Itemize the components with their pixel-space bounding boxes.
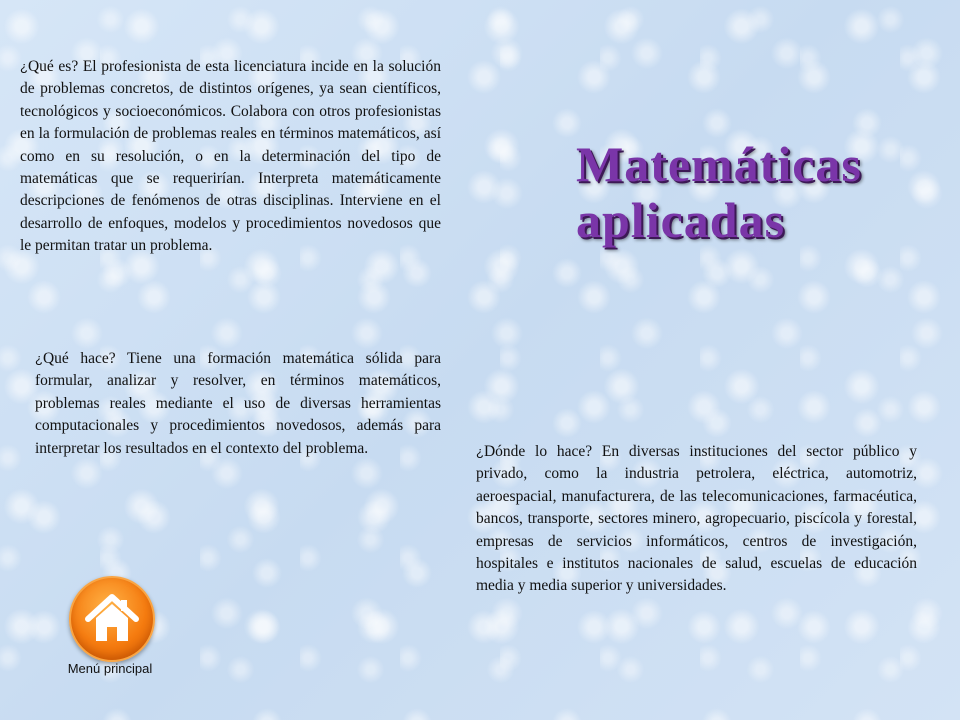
inverted-question-mark: ¿ [476, 444, 484, 459]
title-line-1: Matemáticas [576, 136, 862, 192]
donde-text: Dónde lo hace? En diversas instituciones del sector público y privado, como la industria petrolera, eléctrica, automotriz, aeroespacial, manufacturera, de las telecomunicaciones, farmacéutica, bancos, transporte, sectores minero, agropecuario, piscícola y forestal, empresas de servicios informáticos, centros de investigación, hospitales e institutos nacionales de salud, escuelas de educación media y media superior y universidades. [476, 443, 917, 595]
title-line-2: aplicadas [576, 192, 786, 248]
que-hace-text: Qué hace? Tiene una formación matemática sólida para formular, analizar y resolver, en términos matemáticos, problemas reales mediante el uso de diversas herramientas computacionales y procedimientos novedosos, además para interpretar los resultados en el contexto del problema. [35, 350, 441, 457]
home-button[interactable] [69, 576, 155, 662]
que-hace-paragraph [35, 348, 441, 460]
inverted-question-mark: ¿ [20, 59, 28, 74]
que-es-text: Qué es? El profesionista de esta licenciatura incide en la solución de problemas concretos, de distintos orígenes, ya sean científicos, tecnológicos y socioeconómicos. Colabora con otros profesionistas en la formulación de problemas reales en términos matemáticos, así como en su resolución, o en la determinación del tipo de matemáticas que se requerirían. Interpreta matemáticamente descripciones de fenómenos de otras disciplinas. Interviene en el desarrollo de enfoques, modelos y procedimientos novedosos que le permitan tratar un problema. [20, 58, 441, 255]
donde-paragraph [476, 441, 917, 598]
page-title [576, 136, 916, 248]
que-es-paragraph [20, 56, 441, 258]
home-icon [84, 591, 140, 647]
inverted-question-mark: ¿ [35, 351, 43, 366]
home-button-label[interactable]: Menú principal [67, 661, 153, 676]
